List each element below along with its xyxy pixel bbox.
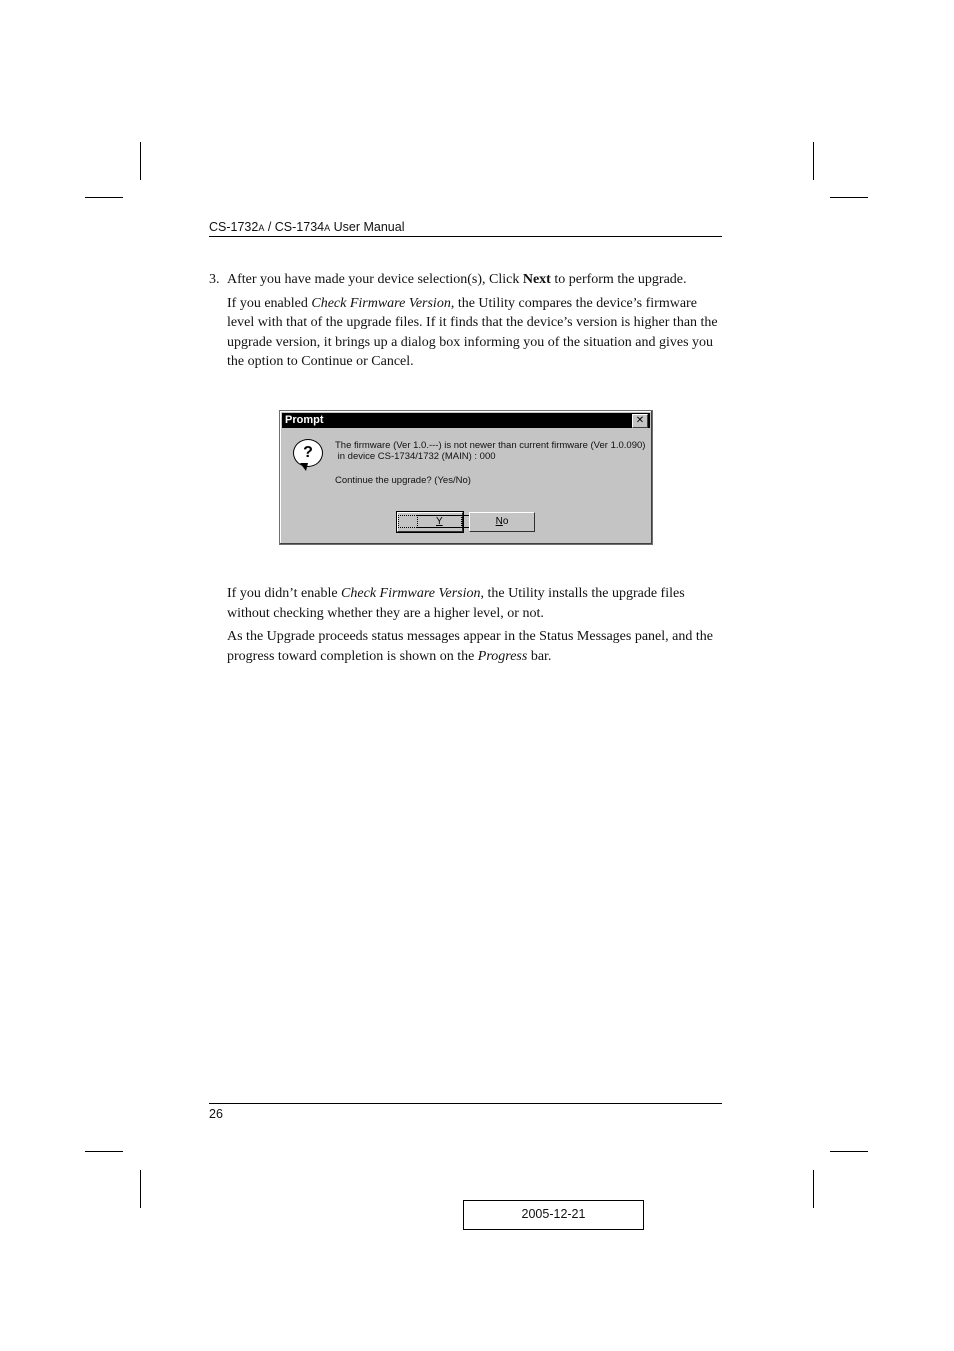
crop-mark bbox=[140, 1170, 141, 1208]
paragraph-check-disabled bbox=[227, 584, 722, 623]
model-a: CS-1732 bbox=[209, 220, 259, 234]
model-b: CS-1734 bbox=[274, 220, 325, 234]
paragraph-progress bbox=[227, 627, 722, 666]
yes-mnemonic: Y bbox=[417, 515, 462, 528]
dialog-message-line1: The firmware (Ver 1.0.---) is not newer than current firmware (Ver 1.0.090) bbox=[335, 440, 646, 451]
dialog-title: Prompt bbox=[285, 414, 324, 426]
step-text-after: to perform the upgrade. bbox=[550, 272, 687, 287]
step-text bbox=[227, 270, 687, 290]
question-icon-tail bbox=[300, 463, 308, 471]
step-text-before: After you have made your device selection(s), Click bbox=[227, 272, 523, 287]
no-mnemonic: N bbox=[495, 516, 503, 527]
crop-mark bbox=[813, 142, 814, 180]
dialog-titlebar bbox=[282, 413, 650, 428]
model-b-suffix: A bbox=[324, 223, 331, 233]
para1-after: , the Utility compares the device’s firmware level with that of the upgrade files. If it finds that the device’s version is higher than the upgrade version, it brings up a dialog box informing you of the situation and gives you the option to Continue or Cancel. bbox=[227, 295, 718, 370]
crop-mark bbox=[830, 1151, 868, 1152]
crop-mark bbox=[813, 1170, 814, 1208]
step-3 bbox=[209, 270, 722, 290]
footer-rule bbox=[209, 1103, 722, 1104]
manual-title: User Manual bbox=[330, 220, 405, 234]
prompt-dialog bbox=[279, 410, 653, 545]
crop-mark bbox=[85, 197, 123, 198]
para3-italic: Progress bbox=[477, 648, 528, 664]
model-a-suffix: A bbox=[258, 223, 265, 233]
dialog-question: Continue the upgrade? (Yes/No) bbox=[335, 475, 471, 486]
para1-italic: Check Firmware Version bbox=[311, 295, 451, 311]
page-number: 26 bbox=[209, 1107, 223, 1121]
para3-after: bar. bbox=[527, 648, 552, 664]
close-icon[interactable]: ✕ bbox=[632, 414, 648, 428]
step-number: 3. bbox=[209, 272, 220, 287]
running-header bbox=[209, 220, 722, 237]
no-rest: o bbox=[502, 516, 509, 527]
para2-italic: Check Firmware Version bbox=[341, 586, 481, 601]
header-separator: / bbox=[264, 220, 275, 234]
main-content bbox=[209, 270, 722, 376]
question-icon: ? bbox=[293, 439, 323, 467]
para2-after: , the Utility installs the upgrade files without checking whether they are a higher level, or not. bbox=[227, 586, 685, 621]
para2-before: If you didn’t enable bbox=[227, 586, 342, 601]
crop-mark bbox=[140, 142, 141, 180]
para1-before: If you enabled bbox=[227, 295, 312, 311]
crop-mark bbox=[85, 1151, 123, 1152]
crop-mark bbox=[830, 197, 868, 198]
paragraph-check-enabled bbox=[227, 294, 722, 372]
secondary-content bbox=[209, 584, 722, 670]
next-keyword: Next bbox=[522, 272, 551, 287]
no-button[interactable] bbox=[469, 512, 535, 532]
para3-before: As the Upgrade proceeds status messages appear in the Status Messages panel, and the progress toward completion is shown on the bbox=[227, 629, 713, 664]
date-box: 2005-12-21 bbox=[463, 1200, 644, 1230]
dialog-message-line2: in device CS-1734/1732 (MAIN) : 000 bbox=[335, 451, 496, 462]
yes-button[interactable] bbox=[397, 512, 463, 532]
